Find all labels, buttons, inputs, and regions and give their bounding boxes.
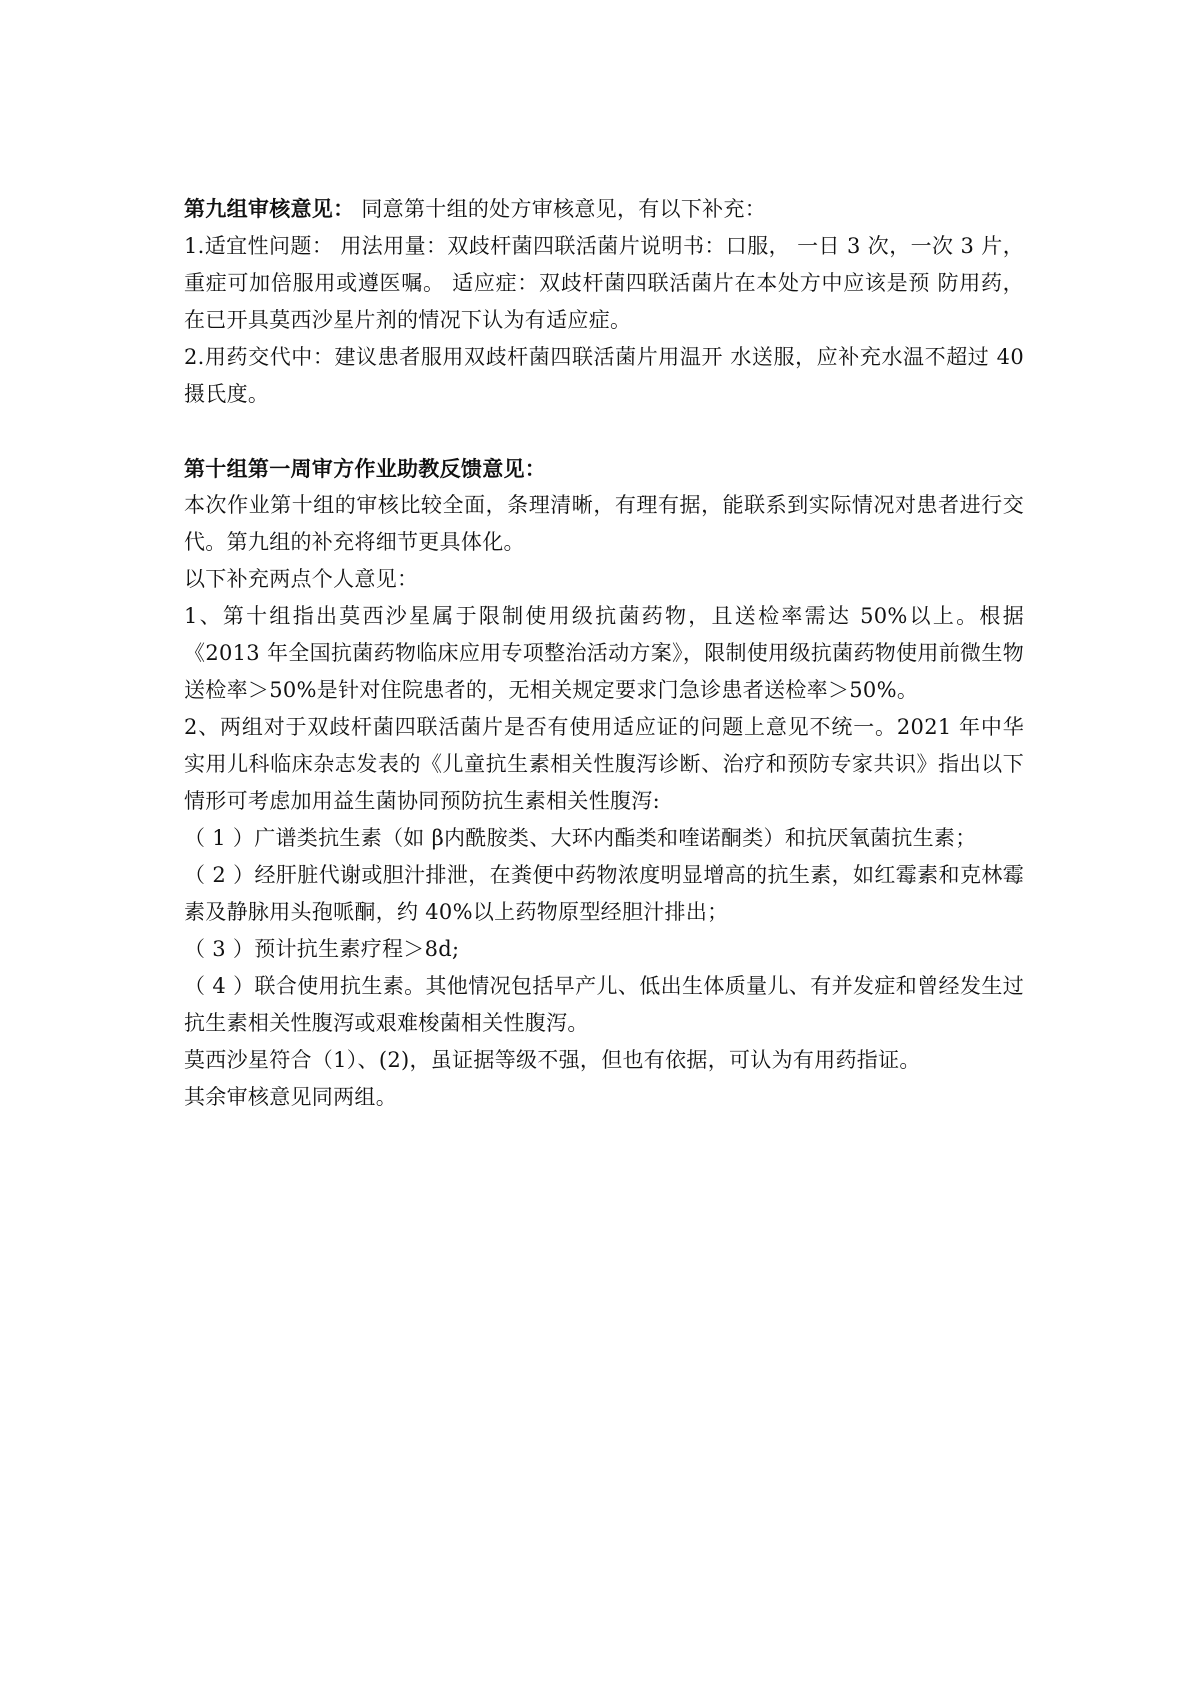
section-nine-point-1: 1.适宜性问题： 用法用量：双歧杆菌四联活菌片说明书：口服， 一日 3 次，一次 3 片，重症可加倍服用或遵医嘱。 适应症：双歧杆菌四联活菌片在本处方中应该是预 防用药，在已开具莫西沙星片剂的情况下认为有适应症。 — [184, 234, 1024, 332]
section-nine-heading-label: 第九组审核意见： — [184, 196, 355, 221]
section-ten-opinion-1: 1、第十组指出莫西沙星属于限制使用级抗菌药物，且送检率需达 50%以上。根据《2013 年全国抗菌药物临床应用专项整治活动方案》，限制使用级抗菌药物使用前微生物送检率＞50%是针对住院患者的，无相关规定要求门急诊患者送检率＞50%。 — [184, 604, 1024, 702]
section-ten-item-4: （ 4 ）联合使用抗生素。其他情况包括早产儿、低出生体质量儿、有并发症和曾经发生过抗生素相关性腹泻或艰难梭菌相关性腹泻。 — [184, 974, 1024, 1035]
section-ten-item-2: （ 2 ）经肝脏代谢或胆汁排泄，在粪便中药物浓度明显增高的抗生素，如红霉素和克林霉素及静脉用头孢哌酮，约 40%以上药物原型经胆汁排出； — [184, 863, 1024, 924]
section-spacer — [184, 413, 1024, 450]
section-ten-item-3: （ 3 ）预计抗生素疗程＞8d; — [184, 937, 460, 961]
section-ten-opinion-2: 2、两组对于双歧杆菌四联活菌片是否有使用适应证的问题上意见不统一。2021 年中华实用儿科临床杂志发表的《儿童抗生素相关性腹泻诊断、治疗和预防专家共识》指出以下情形可考虑加用益生菌协同预防抗生素相关性腹泻: — [184, 715, 1024, 813]
document-body — [184, 190, 1024, 1116]
section-ten-intro: 以下补充两点个人意见： — [184, 567, 419, 591]
section-ten-summary: 本次作业第十组的审核比较全面，条理清晰，有理有据，能联系到实际情况对患者进行交代。第九组的补充将细节更具体化。 — [184, 493, 1024, 554]
section-ten-conclusion: 莫西沙星符合（1）、(2)，虽证据等级不强，但也有依据，可认为有用药指证。 — [184, 1048, 921, 1072]
section-nine-point-2: 2.用药交代中：建议患者服用双歧杆菌四联活菌片用温开 水送服，应补充水温不超过 40 摄氏度。 — [184, 345, 1024, 406]
section-ten-closing: 其余审核意见同两组。 — [184, 1085, 397, 1109]
section-ten-item-1: （ 1 ）广谱类抗生素（如 β内酰胺类、大环内酯类和喹诺酮类）和抗厌氧菌抗生素； — [184, 826, 977, 850]
section-nine-heading — [184, 190, 1024, 228]
section-nine-heading-text: 同意第十组的处方审核意见，有以下补充： — [354, 197, 767, 221]
section-ten-heading: 第十组第一周审方作业助教反馈意见： — [184, 456, 547, 481]
